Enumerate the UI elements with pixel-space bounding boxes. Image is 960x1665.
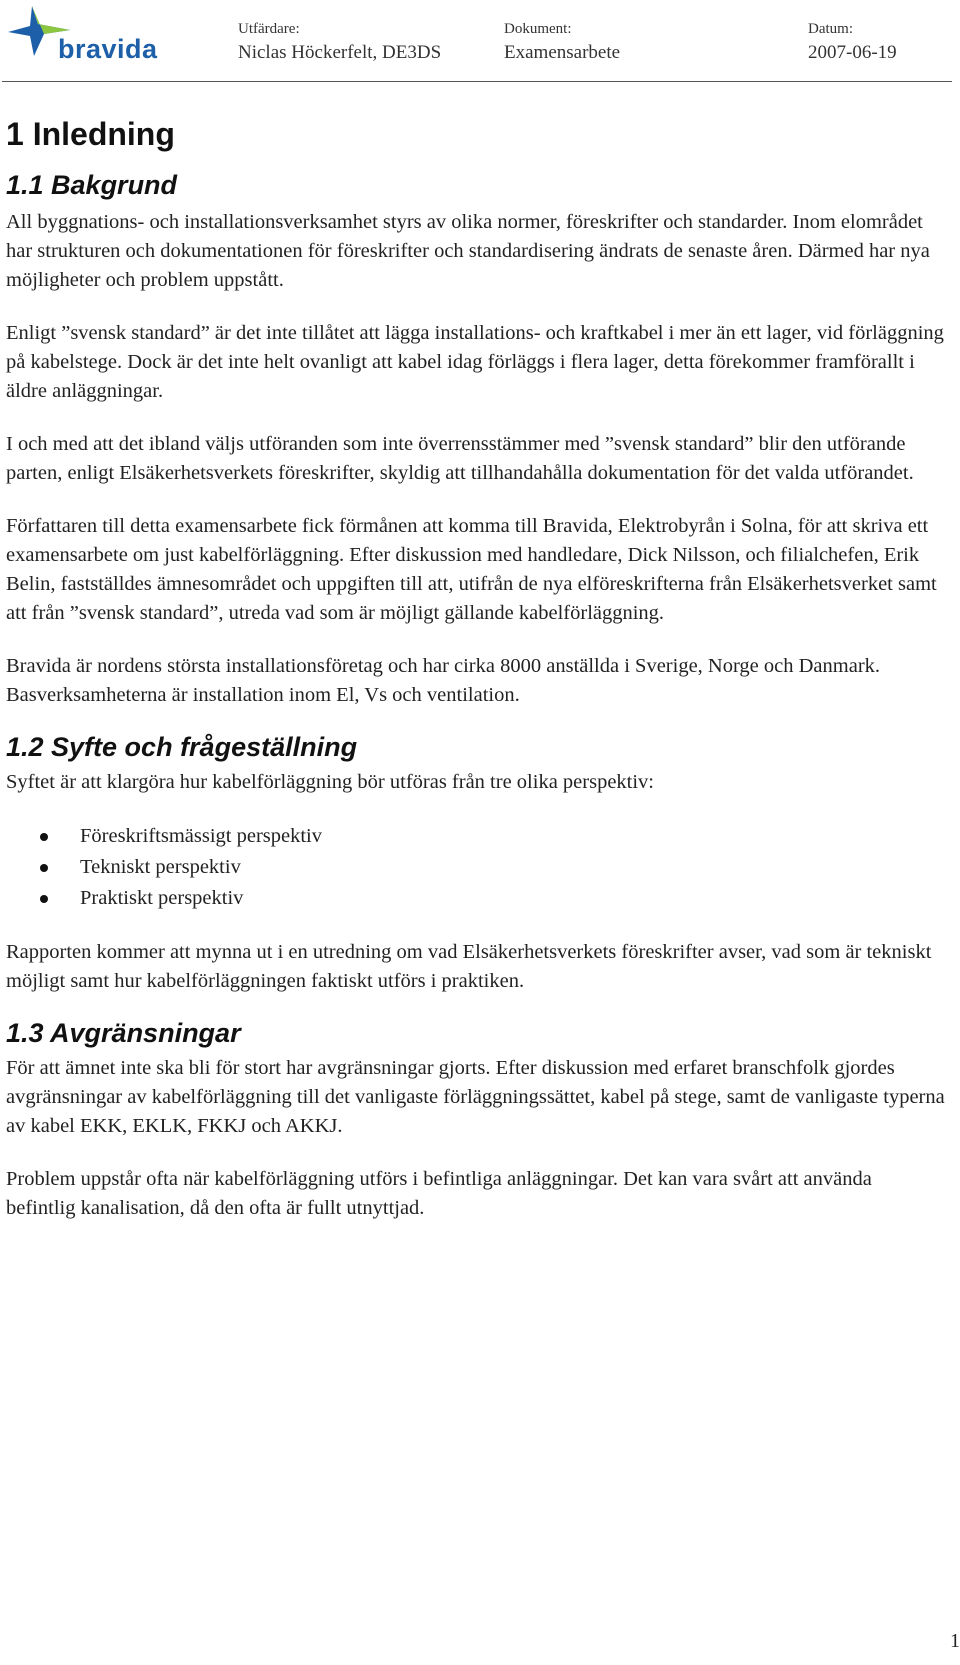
chapter-title: 1 Inledning: [6, 116, 175, 152]
document-label: Dokument:: [504, 21, 572, 37]
date-block: [808, 20, 897, 66]
paragraph: All byggnations- och installationsverksamhet styrs av olika normer, föreskrifter och standarder. Inom elområdet har strukturen och dokumentationen för föreskrifter och standardisering ändrats de senaste åren. Därmed har nya möjligheter och problem uppstått.: [6, 211, 930, 291]
paragraph: Författaren till detta examensarbete fick förmånen att komma till Bravida, Elektrobyrån i Solna, för att skriva ett examensarbete om just kabelförläggning. Efter diskussion med handledare, Dick Nilsson, och filialchefen, Erik Belin, fastställdes ämnesområdet och uppgiften till att, utifrån de nya elföreskrifterna från Elsäkerhetsverket samt att från ”svensk standard”, utreda vad som är möjligt gällande kabelförläggning.: [6, 515, 937, 624]
date-label: Datum:: [808, 21, 853, 37]
section-title-avgransningar: 1.3 Avgränsningar: [6, 1018, 241, 1048]
bullet-icon: [40, 864, 48, 872]
issuer-label: Utfärdare:: [238, 21, 300, 37]
paragraph: Bravida är nordens största installationsföretag och har cirka 8000 anställda i Sverige, Norge och Danmark. Basverksamheterna är installation inom El, Vs och ventilation.: [6, 655, 881, 706]
section-title-syfte: 1.2 Syfte och frågeställning: [6, 732, 358, 762]
logo-wordmark: bravida: [58, 34, 158, 64]
list-item-text: Föreskriftsmässigt perspektiv: [80, 825, 322, 847]
page-header: [0, 0, 960, 84]
page-number: 1: [950, 1630, 960, 1652]
paragraph: För att ämnet inte ska bli för stort har avgränsningar gjorts. Efter diskussion med erfaret branschfolk gjordes avgränsningar av kabelförläggning till det vanligaste förläggningssättet, kabel på stege, samt de vanligaste typerna av kabel EKK, EKLK, FKKJ och AKKJ.: [6, 1057, 945, 1137]
bullet-icon: [40, 895, 48, 903]
issuer-block: [238, 20, 441, 66]
paragraph: Rapporten kommer att mynna ut i en utredning om vad Elsäkerhetsverkets föreskrifter avser, vad som är tekniskt möjligt samt hur kabelförläggningen faktiskt utförs i praktiken.: [6, 941, 932, 992]
bravida-logo: [8, 4, 158, 68]
perspective-list: [6, 821, 946, 914]
list-item: [6, 852, 946, 883]
list-item: [6, 821, 946, 852]
paragraph: Enligt ”svensk standard” är det inte tillåtet att lägga installations- och kraftkabel i mer än ett lager, vid förläggning på kabelstege. Dock är det inte helt ovanligt att kabel idag förläggs i flera lager, detta förekommer framförallt i äldre anläggningar.: [6, 322, 944, 402]
issuer-value: Niclas Höckerfelt, DE3DS: [238, 42, 442, 63]
header-divider: [2, 81, 952, 82]
document-block: [504, 20, 620, 66]
section-title-bakgrund: 1.1 Bakgrund: [6, 170, 178, 200]
date-value: 2007-06-19: [808, 42, 897, 63]
paragraph: Problem uppstår ofta när kabelförläggning utförs i befintliga anläggningar. Det kan vara svårt att använda befintlig kanalisation, då den ofta är fullt utnyttjad.: [6, 1168, 872, 1219]
list-item-text: Tekniskt perspektiv: [80, 856, 241, 878]
paragraph: Syftet är att klargöra hur kabelförläggning bör utföras från tre olika perspektiv:: [6, 771, 655, 793]
bullet-icon: [40, 833, 48, 841]
list-item: [6, 883, 946, 914]
document-value: Examensarbete: [504, 42, 621, 63]
list-item-text: Praktiskt perspektiv: [80, 887, 244, 909]
paragraph: I och med att det ibland väljs utföranden som inte överrensstämmer med ”svensk standard” blir den utförande parten, enligt Elsäkerhetsverkets föreskrifter, skyldig att tillhandahålla dokumentation för det valda utförandet.: [6, 433, 914, 484]
document-body: [6, 96, 946, 1223]
